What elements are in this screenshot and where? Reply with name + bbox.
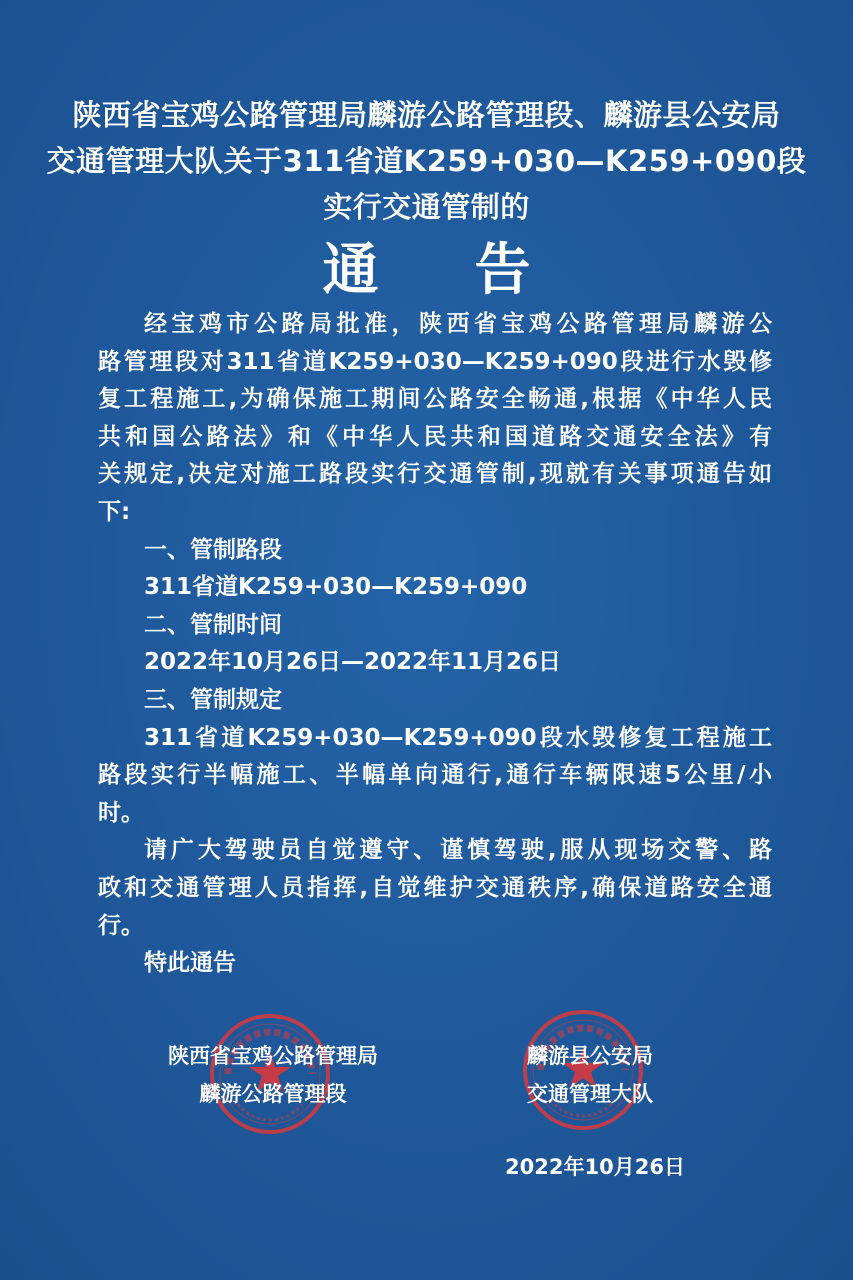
notice-body bbox=[98, 306, 772, 983]
closing-text: 特此通告 bbox=[144, 950, 236, 977]
section-1-content: 311省道K259+030—K259+090 bbox=[144, 574, 528, 601]
intro-line-1: 经宝鸡市公路局批准，陕西省宝鸡公路管理局麟游公 bbox=[144, 311, 772, 337]
signature-right bbox=[495, 1037, 685, 1113]
signature-left-line-1: 陕西省宝鸡公路管理局 bbox=[168, 1044, 378, 1068]
appeal-line-2: 政和交通管理人员指挥,自觉维护交通秩序,确保道路安全通 bbox=[98, 874, 772, 901]
title-line-1: 陕西省宝鸡公路管理局麟游公路管理段、麟游县公安局 bbox=[72, 98, 781, 132]
notice-heading: 通告 bbox=[322, 238, 627, 303]
section-2-content: 2022年10月26日—2022年11月26日 bbox=[144, 649, 562, 676]
intro-line-3: 复工程施工,为确保施工期间公路安全畅通,根据《中华人民 bbox=[98, 386, 772, 413]
title-line-2: 交通管理大队关于311省道K259+030—K259+090段 bbox=[46, 144, 807, 178]
section-2-title: 二、管制时间 bbox=[144, 611, 282, 638]
section-3-line-2: 路段实行半幅施工、半幅单向通行,通行车辆限速5公里/小 bbox=[98, 762, 772, 789]
intro-line-4: 共和国公路法》和《中华人民共和国道路交通安全法》有 bbox=[98, 423, 772, 450]
signature-left-line-2: 麟游公路管理段 bbox=[199, 1082, 347, 1106]
appeal-line-1: 请广大驾驶员自觉遵守、谨慎驾驶,服从现场交警、路 bbox=[144, 837, 772, 864]
section-3-title: 三、管制规定 bbox=[144, 686, 282, 713]
intro-line-5: 关规定,决定对施工路段实行交通管制,现就有关事项通告如 bbox=[98, 461, 772, 488]
section-3-line-1: 311省道K259+030—K259+090段水毁修复工程施工 bbox=[144, 724, 772, 751]
title-line-3: 实行交通管制的 bbox=[323, 190, 530, 224]
intro-line-6: 下: bbox=[98, 498, 131, 525]
appeal-line-3: 行。 bbox=[98, 912, 144, 939]
signature-right-line-1: 麟游县公安局 bbox=[527, 1044, 653, 1068]
notice-title bbox=[0, 92, 853, 230]
signature-left bbox=[130, 1037, 416, 1113]
section-3-line-3: 时。 bbox=[98, 799, 144, 826]
signature-right-line-2: 交通管理大队 bbox=[527, 1082, 653, 1106]
intro-line-2: 路管理段对311省道K259+030—K259+090段进行水毁修 bbox=[98, 348, 772, 375]
section-1-title: 一、管制路段 bbox=[144, 536, 282, 563]
notice-date: 2022年10月26日 bbox=[505, 1155, 685, 1179]
